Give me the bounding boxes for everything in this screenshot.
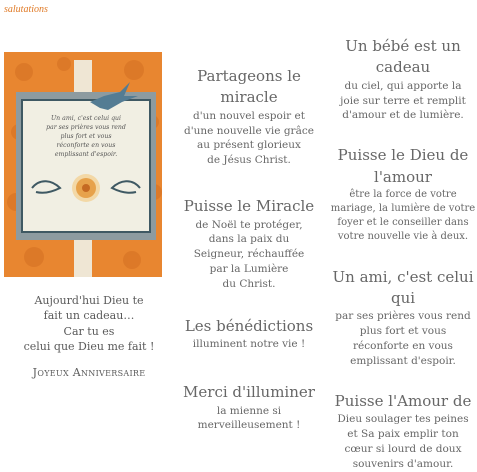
- verse-block: Puisse le Dieu de l'amour être la force de votre mariage, la lumière de votre foyer et le conseiller dans votre nouvelle vie à deux.: [330, 146, 476, 243]
- card-verse-line: plus fort et vous: [60, 133, 112, 140]
- card-photo: [4, 52, 162, 277]
- verse-block: Puisse l'Amour de Dieu soulager tes peines et Sa paix emplir ton cœur si lourd de doux souvenirs d'amour.: [334, 391, 472, 470]
- verse-column-2: [174, 66, 324, 433]
- caption-line: Aujourd'hui Dieu te: [34, 294, 144, 307]
- card-verse-line: Un ami, c'est celui qui: [50, 115, 122, 122]
- verse-block: Merci d'illuminer la mienne si merveilleusement !: [183, 383, 315, 432]
- caption-line: Car tu es: [63, 324, 115, 338]
- caption-line: fait un cadeau…: [43, 309, 135, 323]
- verse-column-3: [328, 36, 477, 472]
- verse-block: Un ami, c'est celui qui par ses prières vous rend plus fort et vous réconforte en vous emplissant d'espoir.: [332, 267, 474, 367]
- card-verse-line: emplissant d'espoir.: [54, 151, 118, 158]
- caption-line: celui que Dieu me fait !: [23, 340, 155, 354]
- verse-block: Partageons le miracle d'un nouvel espoir et d'une nouvelle vie grâce au présent glorieux de Jésus Christ.: [184, 67, 314, 167]
- card-verse-line: réconforte en vous: [56, 142, 116, 149]
- verse-block: Un bébé est un cadeau du ciel, qui apporte la joie sur terre et remplit d'amour et de lumière.: [340, 37, 466, 122]
- verse-block: Les bénédictions illuminent notre vie !: [184, 317, 314, 351]
- flower-icon: [72, 174, 100, 202]
- caption-signature: Joyeux Anniversaire: [32, 365, 146, 379]
- section-label: salutations: [4, 4, 48, 15]
- card-caption: [10, 293, 168, 380]
- card-verse-line: par ses prières vous rend: [46, 124, 126, 131]
- verse-block: Puisse le Miracle de Noël te protéger, dans la paix du Seigneur, réchauffée par la Lumière du Christ.: [183, 197, 315, 291]
